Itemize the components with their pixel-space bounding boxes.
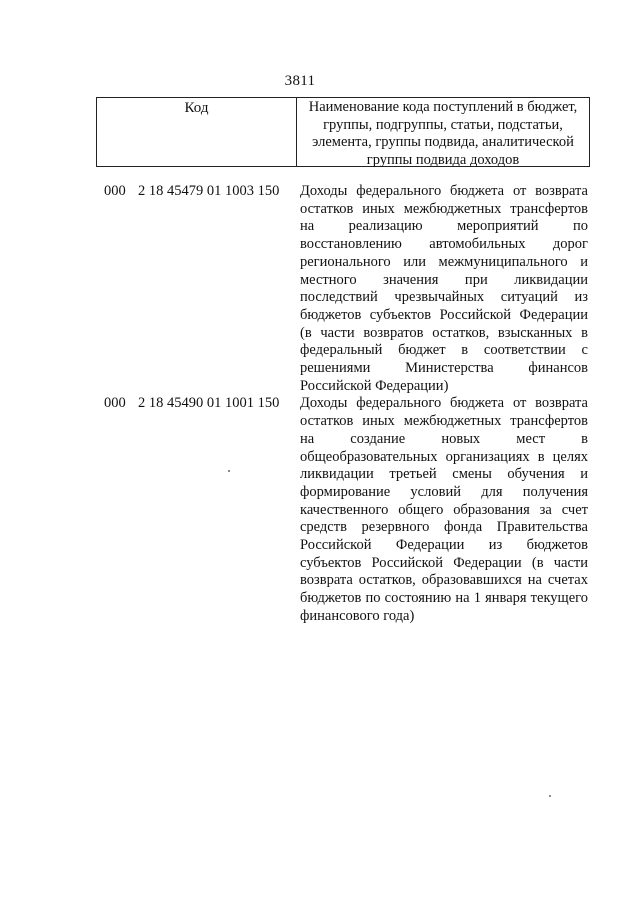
header-code-column: Код [97,98,297,166]
revenue-code-list [96,183,590,626]
revenue-name-cell: Доходы федерального бюджета от возврата остатков иных межбюджетных трансфертов на создание новых мест в общеобразовательных организациях в целях ликвидации третьей смены обучения и формирование условий для получения качественного общего образования за счет средств резервного фонда Правительства Российской Федерации из бюджетов субъектов Российской Федерации (в части возврата остатков, образовавшихся на счетах бюджетов по состоянию на 1 января текущего финансового года) [300,395,588,624]
admin-code-cell: 000 [104,395,126,412]
admin-code-cell: 000 [104,183,126,199]
scan-speck [549,795,551,797]
revenue-code-cell: 2 18 45479 01 1003 150 [138,183,280,199]
header-name-column: Наименование кода поступлений в бюджет, группы, подгруппы, статьи, подстатьи, элемента, группы подвида, аналитической группы подвида доходов [308,99,578,168]
revenue-code-cell: 2 18 45490 01 1001 150 [138,395,280,412]
scan-speck [228,470,230,472]
table-row [96,183,590,395]
table-header [96,97,590,167]
revenue-name-cell: Доходы федерального бюджета от возврата остатков иных межбюджетных трансфертов на реализацию мероприятий по восстановлению автомобильных дорог регионального или межмуниципального и местного значения при ликвидации последствий чрезвычайных ситуаций из бюджетов субъектов Российской Федерации (в части возвратов остатков, взысканных в федеральный бюджет в соответствии с решениями Министерства финансов Российской Федерации) [300,183,588,394]
table-row [96,395,590,625]
page-number: 3811 [284,73,316,89]
